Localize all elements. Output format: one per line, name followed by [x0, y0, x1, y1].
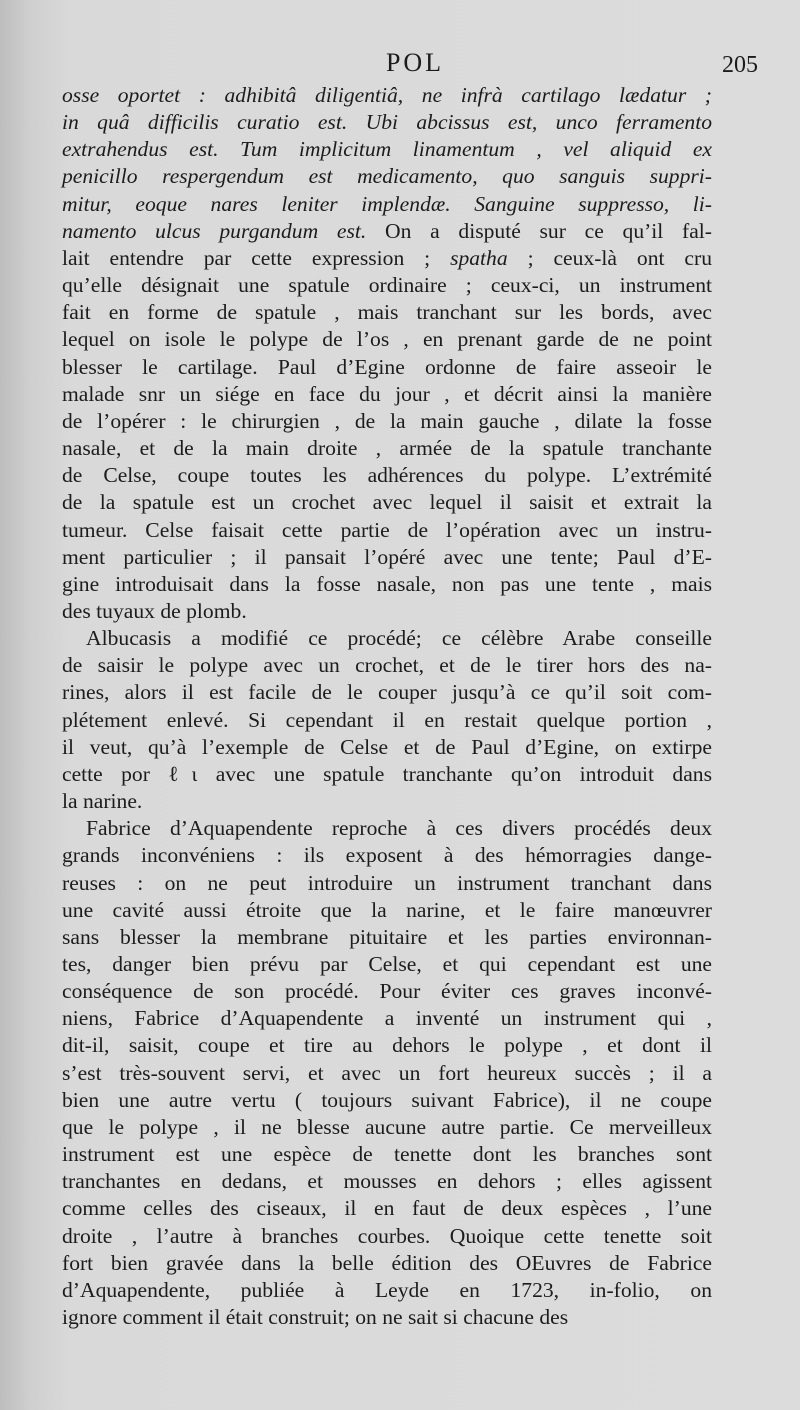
text-run: malade snr un siége en face du jour , et décrit ainsi la manière: [62, 381, 712, 406]
italic-run: in quâ difficilis curatio est. Ubi abcissus est, unco ferramento: [62, 110, 712, 135]
text-run: s’est très-souvent servi, et avec un fort heureux succès ; il a: [62, 1060, 712, 1085]
text-line: [62, 517, 712, 544]
text-line: [62, 761, 712, 788]
text-line: [62, 191, 712, 218]
text-line: [62, 354, 712, 381]
running-head-title: POL: [385, 48, 445, 77]
text-run: lequel on isole le polype de l’os , en prenant garde de ne point: [62, 327, 712, 352]
text-run: conséquence de son procédé. Pour éviter ces graves inconvé-: [62, 979, 712, 1004]
text-line: [62, 1277, 712, 1304]
text-run: gine introduisait dans la fosse nasale, non pas une tente , mais: [62, 571, 712, 596]
text-line: [62, 870, 712, 897]
text-run: blesser le cartilage. Paul d’Egine ordonne de faire asseoir le: [62, 354, 712, 379]
text-run: lait entendre par cette expression ;: [62, 245, 451, 270]
text-line: [62, 1060, 712, 1087]
italic-run: osse oportet : adhibitâ diligentiâ, ne infrà cartilago lædatur ;: [62, 83, 712, 107]
text-run: la narine.: [62, 789, 143, 814]
text-run: On a disputé sur ce qu’il fal-: [366, 218, 712, 243]
text-run: grands inconvéniens : ils exposent à des hémorragies dange-: [62, 843, 712, 868]
text-line: [62, 625, 712, 652]
text-line: [62, 544, 712, 571]
text-run: cette por ℓι avec une spatule tranchante qu’on introduit dans: [62, 761, 712, 786]
text-line: [62, 1223, 712, 1250]
text-line: [62, 652, 712, 679]
text-run: de la spatule est un crochet avec lequel il saisit et extrait la: [62, 490, 712, 515]
text-run: instrument est une espèce de tenette dont les branches sont: [62, 1142, 712, 1167]
italic-run: penicillo respergendum est medicamento, quo sanguis suppri-: [62, 164, 712, 189]
text-line: [62, 245, 712, 272]
text-run: de Celse, coupe toutes les adhérences du polype. L’extrémité: [62, 463, 712, 488]
text-line: [62, 788, 712, 815]
text-line: [62, 897, 712, 924]
text-line: [62, 1250, 712, 1277]
text-run: ment particulier ; il pansait l’opéré avec une tente; Paul d’E-: [62, 544, 712, 569]
text-run: fort bien gravée dans la belle édition des OEuvres de Fabrice: [62, 1250, 712, 1275]
text-line: [62, 679, 712, 706]
body-text: [62, 82, 712, 1331]
text-run: tes, danger bien prévu par Celse, et qui cependant est une: [62, 952, 712, 976]
text-line: [62, 489, 712, 516]
text-line: [62, 1304, 712, 1331]
text-line: [62, 1114, 712, 1141]
text-line: [62, 571, 712, 598]
text-line: [62, 136, 712, 163]
text-run: comme celles des ciseaux, il en faut de deux espèces , l’une: [62, 1196, 712, 1221]
paragraph: [62, 82, 712, 625]
text-line: [62, 1087, 712, 1114]
text-run: sans blesser la membrane pituitaire et les parties environnan-: [62, 924, 712, 949]
text-run: nasale, et de la main droite , armée de la spatule tranchante: [62, 436, 712, 461]
text-line: [62, 462, 712, 489]
paragraph: [62, 625, 712, 815]
text-line: [62, 707, 712, 734]
text-line: [62, 408, 712, 435]
text-line: [62, 381, 712, 408]
italic-run: mitur, eoque nares leniter implendæ. Sanguine suppresso, li-: [62, 191, 712, 216]
text-line: [62, 978, 712, 1005]
text-run: dit-il, saisit, coupe et tire au dehors le polype , et dont il: [62, 1033, 712, 1058]
text-run: rines, alors il est facile de le couper jusqu’à ce qu’il soit com-: [62, 680, 712, 705]
text-run: Albucasis a modifié ce procédé; ce célèbre Arabe conseille: [86, 626, 712, 651]
text-line: [62, 272, 712, 299]
text-line: [62, 815, 712, 842]
text-line: [62, 299, 712, 326]
text-line: [62, 1005, 712, 1032]
text-run: plétement enlevé. Si cependant il en restait quelque portion ,: [62, 707, 712, 732]
text-run: tranchantes en dedans, et mousses en dehors ; elles agissent: [62, 1169, 712, 1194]
text-line: [62, 218, 712, 245]
italic-run: spatha: [450, 245, 508, 270]
text-run: que le polype , il ne blesse aucune autre partie. Ce merveilleux: [62, 1114, 712, 1139]
text-run: de l’opérer : le chirurgien , de la main gauche , dilate la fosse: [62, 408, 712, 433]
text-run: d’Aquapendente, publiée à Leyde en 1723, in-folio, on: [62, 1277, 712, 1302]
text-line: [62, 163, 712, 190]
text-run: ignore comment il était construit; on ne sait si chacune des: [62, 1305, 569, 1330]
text-line: [62, 1141, 712, 1168]
text-run: fait en forme de spatule , mais tranchant sur les bords, avec: [62, 300, 712, 325]
text-line: [62, 734, 712, 761]
page-number: 205: [722, 52, 758, 78]
text-run: reuses : on ne peut introduire un instrument tranchant dans: [62, 870, 712, 895]
text-line: [62, 598, 712, 625]
text-run: des tuyaux de plomb.: [62, 598, 247, 623]
text-line: [62, 1195, 712, 1222]
text-line: [62, 82, 712, 109]
italic-run: extrahendus est. Tum implicitum linamentum , vel aliquid ex: [62, 137, 712, 162]
text-run: il veut, qu’à l’exemple de Celse et de Paul d’Egine, on extirpe: [62, 734, 712, 759]
text-line: [62, 1032, 712, 1059]
running-head: [60, 48, 770, 80]
text-run: ; ceux-là ont cru: [507, 245, 713, 270]
text-line: [62, 842, 712, 869]
text-run: qu’elle désignait une spatule ordinaire ; ceux-ci, un instrument: [62, 273, 712, 298]
text-line: [62, 1168, 712, 1195]
paragraph: [62, 815, 712, 1331]
text-run: de saisir le polype avec un crochet, et de le tirer hors des na-: [62, 653, 712, 678]
italic-run: namento ulcus purgandum est.: [62, 218, 367, 243]
text-line: [62, 924, 712, 951]
text-run: droite , l’autre à branches courbes. Quoique cette tenette soit: [62, 1223, 712, 1248]
text-run: une cavité aussi étroite que la narine, et le faire manœuvrer: [62, 897, 712, 922]
text-line: [62, 109, 712, 136]
text-line: [62, 326, 712, 353]
text-line: [62, 435, 712, 462]
text-run: niens, Fabrice d’Aquapendente a inventé un instrument qui ,: [62, 1006, 712, 1031]
text-run: Fabrice d’Aquapendente reproche à ces divers procédés deux: [86, 816, 712, 841]
text-run: tumeur. Celse faisait cette partie de l’opération avec un instru-: [62, 517, 712, 542]
text-line: [62, 951, 712, 978]
text-run: bien une autre vertu ( toujours suivant Fabrice), il ne coupe: [62, 1087, 712, 1112]
